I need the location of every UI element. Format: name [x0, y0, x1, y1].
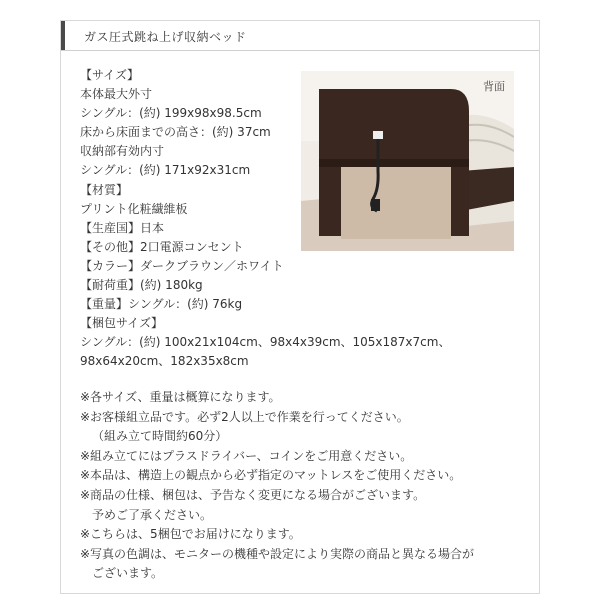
spec-line: 【耐荷重】(約) 180kg	[80, 278, 203, 293]
bed-back-illustration	[301, 71, 514, 251]
page-title: ガス圧式跳ね上げ収納ベッド	[84, 30, 247, 44]
spec-line: 【サイズ】	[80, 68, 140, 82]
spec-line: 本体最大外寸	[80, 87, 153, 102]
spec-line: 床から床面までの高さ：(約) 37cm	[80, 125, 271, 140]
spec-line: 【その他】2口電源コンセント	[80, 239, 244, 254]
spec-line: 【梱包サイズ】	[80, 316, 164, 331]
photo-caption: 背面	[483, 80, 505, 93]
spec-line: 【生産国】日本	[80, 220, 165, 235]
header-accent-bar	[61, 21, 65, 50]
note-line: ※本品は、構造上の観点から必ず指定のマットレスをご使用ください。	[80, 468, 462, 483]
spec-line: 【材質】	[80, 182, 129, 197]
notes-list	[80, 388, 520, 584]
spec-line: 収納部有効内寸	[80, 144, 165, 159]
spec-line: 【重量】シングル：(約) 76kg	[80, 297, 243, 312]
spec-line: 【カラー】ダークブラウン／ホワイト	[80, 258, 284, 273]
spec-line: シングル：(約) 199x98x98.5cm	[80, 106, 262, 121]
spec-line: シングル：(約) 100x21x104cm、98x4x39cm、105x187x7cm、	[80, 335, 451, 350]
note-line: ございます。	[92, 566, 164, 581]
bed-back-photo	[301, 71, 514, 251]
section-header	[61, 21, 539, 51]
spec-line: プリント化粧繊維板	[80, 201, 188, 216]
note-line: （組み立て時間約60分）	[92, 429, 228, 444]
spec-line: シングル：(約) 171x92x31cm	[80, 163, 251, 178]
product-spec-panel	[60, 20, 540, 594]
note-line: ※商品の仕様、梱包は、予告なく変更になる場合がございます。	[80, 487, 426, 502]
note-line: ※写真の色調は、モニターの機種や設定により実際の商品と異なる場合が	[80, 546, 475, 561]
note-line: 予めご了承ください。	[92, 507, 213, 522]
note-line: ※こちらは、5梱包でお届けになります。	[80, 527, 301, 542]
note-line: ※組み立てにはプラスドライバー、コインをご用意ください。	[80, 448, 413, 463]
spec-line: 98x64x20cm、182x35x8cm	[80, 354, 249, 369]
note-line: ※各サイズ、重量は概算になります。	[80, 390, 281, 404]
note-line: ※お客様組立品です。必ず2人以上で作業を行ってください。	[80, 409, 409, 424]
